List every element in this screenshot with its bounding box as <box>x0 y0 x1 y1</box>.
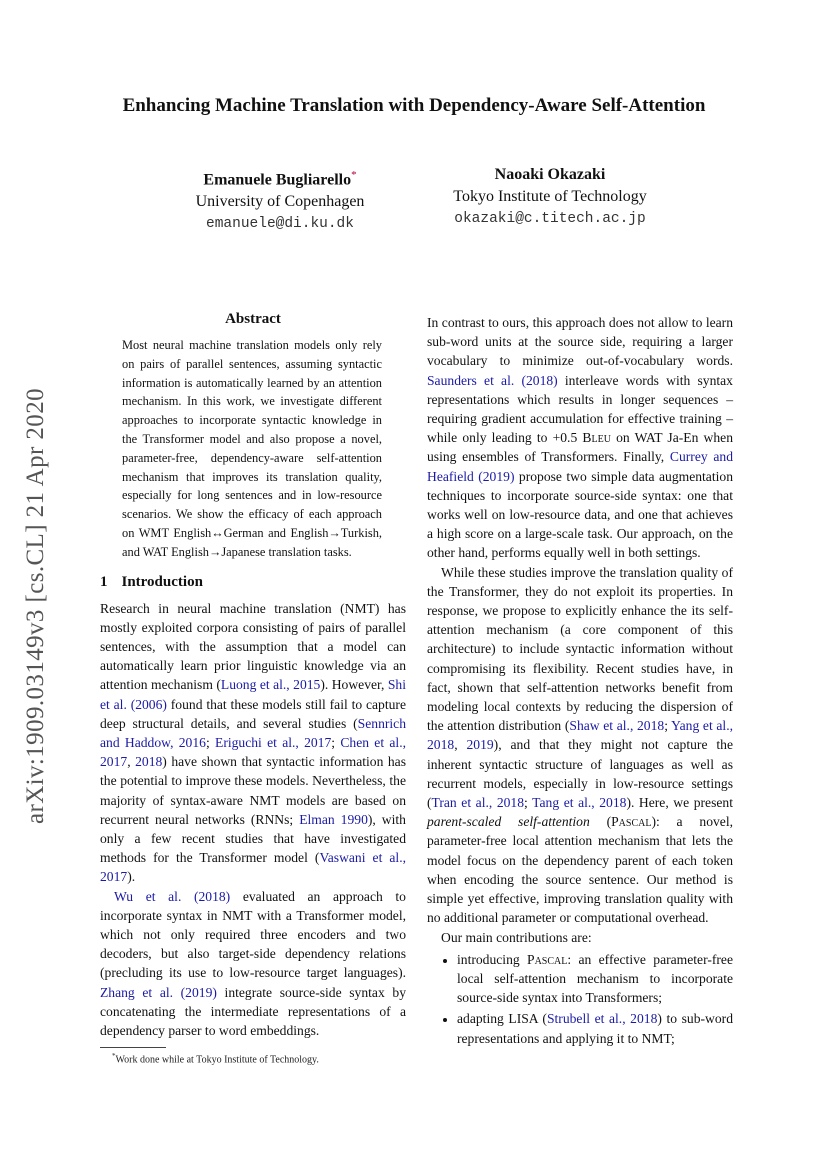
footnote-mark: * <box>112 1052 116 1060</box>
citation-link[interactable]: Tran et al., 2018 <box>431 795 525 811</box>
citation-link[interactable]: Zhang et al. (2019) <box>100 984 217 1000</box>
text-run: integrate source-side syntax by concatenating the intermediate representations of a dependency parser to word embeddings. <box>100 984 406 1039</box>
arxiv-sidebar-stamp <box>16 366 56 846</box>
section-heading-introduction <box>100 574 406 591</box>
citation-link[interactable]: Elman 1990 <box>299 811 368 827</box>
contributions-list <box>427 950 733 1048</box>
intro-paragraph-1 <box>100 599 406 887</box>
text-run: ). However, <box>320 677 388 693</box>
text-run: ), with only a few recent studies that have investigated methods for the Transformer model ( <box>100 811 406 866</box>
text-run: found that these models still fail to capture deep structural details, and several studies ( <box>100 696 406 731</box>
text-run: ): a novel, parameter-free local attention mechanism that lets the model focus on the dependency parent of each token when encoding the source sentence. Our method is simple yet effective, improving translation quality with no additional parameter or computational overhead. <box>427 814 733 926</box>
footnote-mark[interactable]: * <box>351 169 357 181</box>
citation-link[interactable]: Currey and Heafield (2019) <box>427 449 733 484</box>
text-run: ), and that they might not capture the inherent syntactic structure of languages as well as recurrent models, especially in low-resource settings ( <box>427 737 733 811</box>
citation-link[interactable]: Chen et al., 2017 <box>100 734 406 770</box>
author-affiliation: University of Copenhagen <box>195 193 365 211</box>
text-run: ; <box>524 795 533 811</box>
intro-paragraph-4 <box>427 563 733 928</box>
intro-paragraph-3 <box>427 313 733 563</box>
abstract-text: Most neural machine translation models only rely on pairs of parallel sentences, assuming syntactic information is automatically learned by an attention mechanism. In this work, we investigate different approaches to incorporate syntactic knowledge in the Transformer model and also propose a novel, parameter-free, dependency-aware self-attention mechanism that improves its translation quality, especially for long sentences and in low-resource scenarios. We show the efficacy of each approach on WMT English↔German and English→Turkish, and WAT English→Japanese translation tasks. <box>122 338 382 559</box>
abstract-heading: Abstract <box>225 311 281 327</box>
text-run: ; <box>205 734 216 750</box>
contributions-lead: Our main contributions are: <box>441 929 592 945</box>
citation-link[interactable]: Luong et al., 2015 <box>220 677 321 693</box>
text-run: ; <box>331 734 341 750</box>
citation-link[interactable]: Vaswani et al., 2017 <box>100 850 406 885</box>
text-run: ; <box>664 718 672 734</box>
text-run: adapting LISA ( <box>457 1011 547 1027</box>
citation-link[interactable]: Shi et al. (2006) <box>100 677 406 712</box>
text-run: interleave words with syntax representations which results in longer sequences – requiring gradient accumulation for effective training – while only leading to +0.5 <box>427 372 733 446</box>
right-column <box>427 313 733 1050</box>
author-block-1 <box>175 164 385 235</box>
citation-link[interactable]: Shaw et al., 2018 <box>569 718 665 734</box>
author-email: emanuele@di.ku.dk <box>206 216 354 233</box>
emphasized-term: parent-scaled self-attention <box>427 814 590 830</box>
text-run: propose two simple data augmentation techniques to incorporate source-side syntax: one that works well on low-resource data, and one that achieves a high score on a large-scale task. Our approach, on the other hand, performs equally well in both settings. <box>427 468 733 561</box>
text-run: Research in neural machine translation (NMT) has mostly exploited corpora consisting of pairs of parallel sentences, with the assumption that a model can automatically learn prior linguistic knowledge via an attention mechanism ( <box>100 600 406 693</box>
text-run: While these studies improve the translation quality of the Transformer, they do not exploit its properties. In response, we propose to explicitly enhance the its self-attention mechanism (a core component of this architecture) to include syntactic information without compromising its flexibility. Recent studies have, in fact, shown that self-attention networks benefit from modeling local contexts by reducing the dispersion of the attention distribution ( <box>427 564 733 734</box>
author-block-2 <box>425 164 675 230</box>
citation-link[interactable]: Tang et al., 2018 <box>532 795 627 811</box>
author-name: Emanuele Bugliarello <box>203 171 352 189</box>
section-title: Introduction <box>121 573 203 590</box>
citation-link[interactable]: Yang et al., 2018 <box>427 718 733 753</box>
text-run: evaluated an approach to incorporate syntax in NMT with a Transformer model, which not only required three encoders and two decoders, but also target-side dependency relations (precluding its use to low-resource target languages). <box>100 888 406 981</box>
footnote-text: Work done while at Tokyo Institute of Technology. <box>115 1054 319 1066</box>
author-affiliation: Tokyo Institute of Technology <box>453 188 647 205</box>
text-run: on WAT Ja-En when using ensembles of Transformers. Finally, <box>427 430 733 465</box>
intro-paragraph-2 <box>100 887 406 1041</box>
text-run: ) have shown that syntactic information has the potential to improve these models. Nevertheless, the majority of syntax-aware NMT models are based on recurrent neural networks (RNNs; <box>100 754 406 827</box>
citation-link[interactable]: 2019 <box>466 737 494 753</box>
author-name: Naoaki Okazaki <box>494 166 606 183</box>
text-run: ) to sub-word representations and applying it to NMT; <box>457 1011 733 1046</box>
contribution-item <box>457 1009 733 1047</box>
section-number: 1 <box>100 573 108 590</box>
citation-link[interactable]: Sennrich and Haddow, 2016 <box>100 715 406 750</box>
text-run: ( <box>589 814 612 830</box>
citation-link[interactable]: Saunders et al. (2018) <box>427 372 558 388</box>
text-run: ). Here, we present <box>626 795 733 811</box>
author-email: okazaki@c.titech.ac.jp <box>454 211 646 227</box>
arxiv-identifier: arXiv:1909.03149v3 [cs.CL] 21 Apr 2020 <box>22 388 49 824</box>
citation-link[interactable]: Strubell et al., 2018 <box>546 1011 658 1027</box>
text-run: , <box>127 754 136 770</box>
contribution-item <box>457 950 733 1008</box>
small-caps-term: Pascal <box>611 814 652 830</box>
text-run: In contrast to ours, this approach does not allow to learn sub-word units at the source side, requiring a larger vocabulary to minimize out-of-vocabulary words. <box>427 315 733 369</box>
small-caps-term: Pascal <box>527 951 568 967</box>
text-run: ). <box>127 869 136 885</box>
text-run: , <box>454 737 467 753</box>
footnote-rule <box>100 1047 166 1048</box>
text-run: : an effective parameter-free local self-attention mechanism to incorporate source-side syntax into Transformers; <box>457 951 733 1006</box>
text-run: introducing <box>457 951 528 967</box>
small-caps-term: Bleu <box>582 430 611 446</box>
left-column <box>100 308 406 1040</box>
citation-link[interactable]: 2018 <box>135 754 163 770</box>
citation-link[interactable]: Eriguchi et al., 2017 <box>215 734 332 750</box>
paper-title: Enhancing Machine Translation with Dependency-Aware Self-Attention <box>122 95 706 116</box>
footnote <box>112 1052 319 1065</box>
citation-link[interactable]: Wu et al. (2018) <box>114 888 231 904</box>
